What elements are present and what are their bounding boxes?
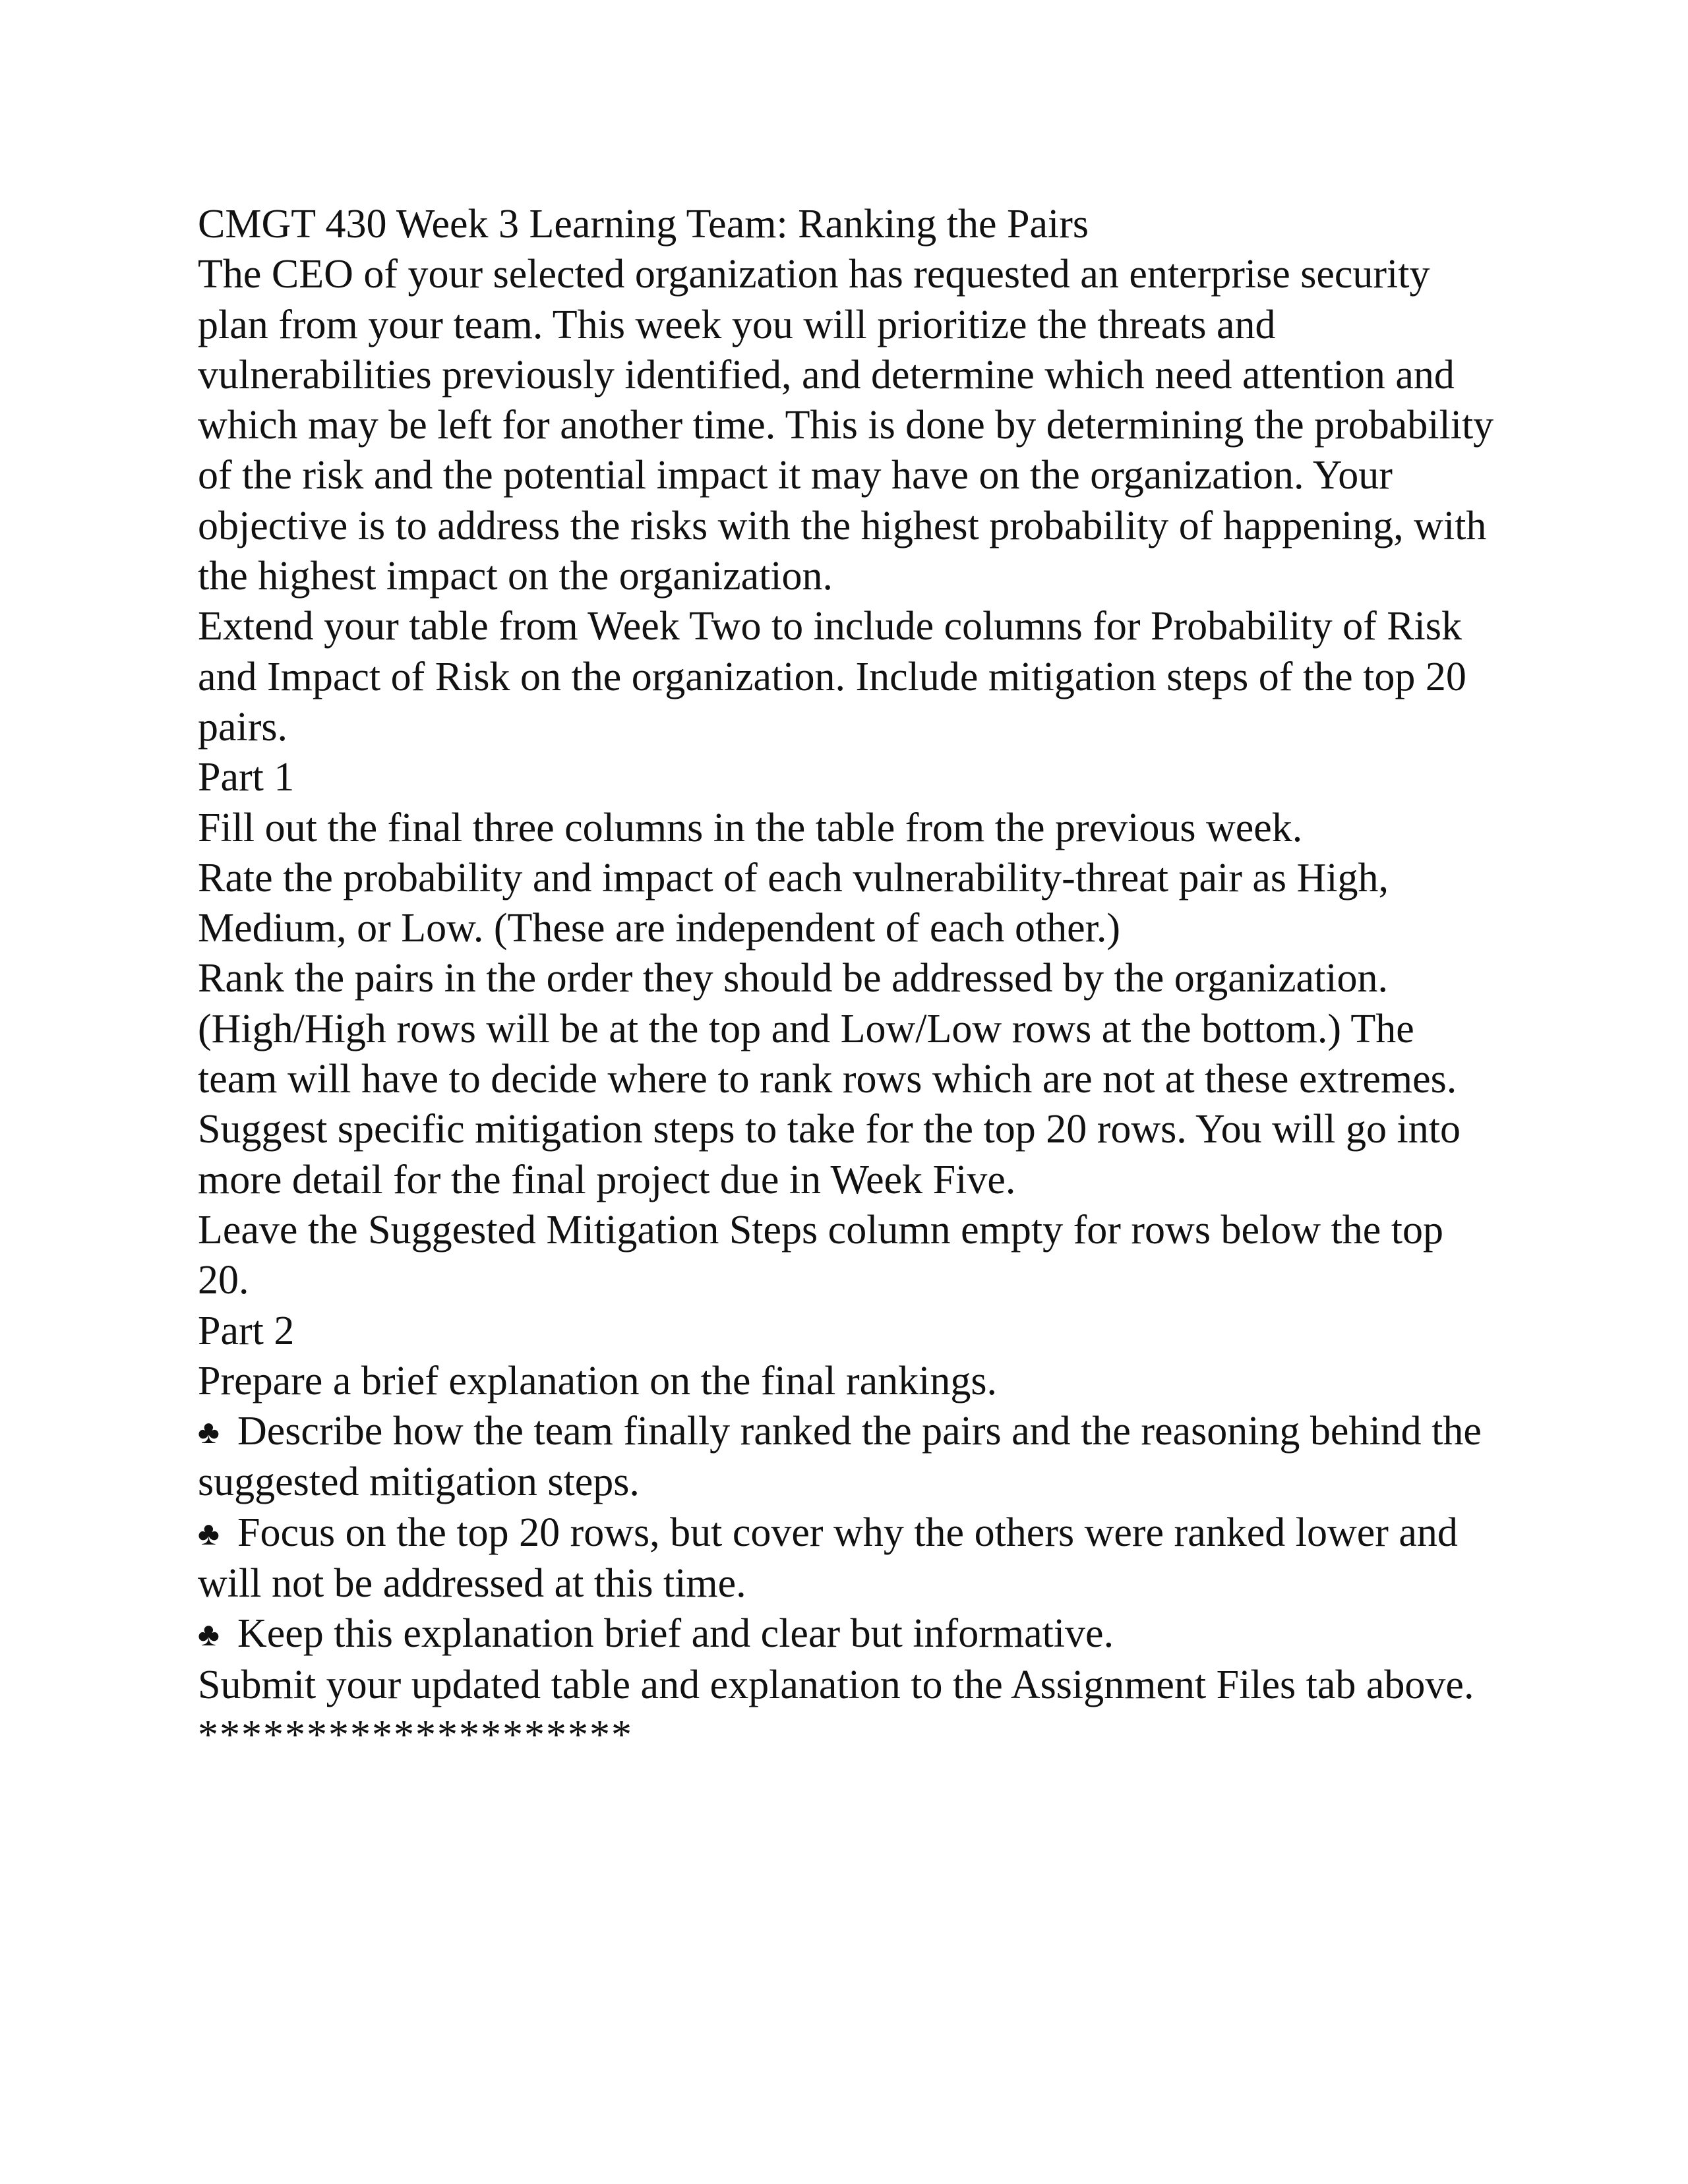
document-title: CMGT 430 Week 3 Learning Team: Ranking the Pairs bbox=[198, 202, 1089, 247]
club-bullet-icon: ♣ bbox=[198, 1413, 220, 1451]
part2-bullet bbox=[198, 1608, 1503, 1659]
part2-bullet-text: Focus on the top 20 rows, but cover why the others were ranked lower and will not be addressed at this time. bbox=[198, 1510, 1458, 1607]
part1-item: Fill out the final three columns in the table from the previous week. bbox=[198, 805, 1303, 850]
part2-bullet bbox=[198, 1508, 1503, 1609]
part1-item: Suggest specific mitigation steps to take for the top 20 rows. You will go into more detail for the final project due in Week Five. bbox=[198, 1107, 1461, 1202]
document-body bbox=[198, 199, 1503, 1760]
extend-paragraph: Extend your table from Week Two to include columns for Probability of Risk and Impact of Risk on the organization. Include mitigation steps of the top 20 pairs. bbox=[198, 604, 1466, 750]
intro-paragraph: The CEO of your selected organization has requested an enterprise security plan from your team. This week you will prioritize the threats and vulnerabilities previously identified, and determine which need attention and which may be left for another time. This is done by determining the probability of the risk and the potential impact it may have on the organization. Your objective is to address the risks with the highest probability of happening, with the highest impact on the organization. bbox=[198, 252, 1494, 599]
club-bullet-icon: ♣ bbox=[198, 1514, 220, 1552]
part2-bullet-text: Describe how the team finally ranked the pairs and the reasoning behind the suggested mitigation steps. bbox=[198, 1409, 1482, 1505]
part1-item: Rank the pairs in the order they should be addressed by the organization. (High/High rows will be at the top and Low/Low rows at the bottom.) The team will have to decide where to rank rows which are not at these extremes. bbox=[198, 956, 1457, 1102]
part2-heading: Part 2 bbox=[198, 1308, 295, 1353]
part2-intro: Prepare a brief explanation on the final rankings. bbox=[198, 1358, 997, 1403]
part2-bullet bbox=[198, 1406, 1503, 1508]
part2-bullet-text: Keep this explanation brief and clear but informative. bbox=[237, 1611, 1114, 1657]
part1-heading: Part 1 bbox=[198, 755, 295, 800]
submit-paragraph: Submit your updated table and explanation to the Assignment Files tab above. bbox=[198, 1662, 1474, 1707]
part1-item: Leave the Suggested Mitigation Steps column empty for rows below the top 20. bbox=[198, 1207, 1443, 1303]
separator-stars: ******************** bbox=[198, 1712, 633, 1757]
part1-item: Rate the probability and impact of each vulnerability-threat pair as High, Medium, or Low. (These are independent of each other.) bbox=[198, 855, 1389, 951]
club-bullet-icon: ♣ bbox=[198, 1616, 220, 1653]
